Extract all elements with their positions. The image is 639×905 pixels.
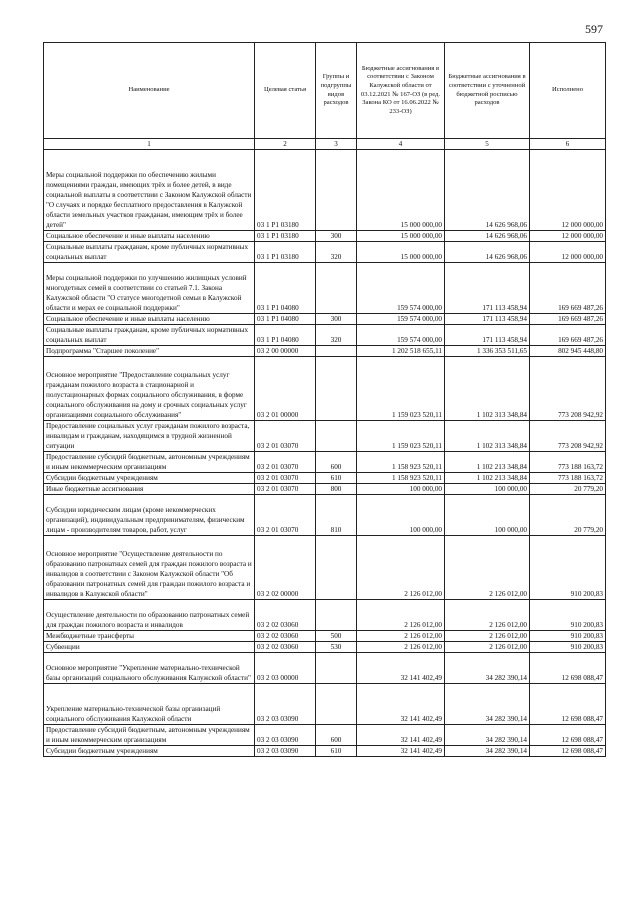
row-group-code bbox=[316, 684, 357, 725]
row-group-code: 600 bbox=[316, 725, 357, 746]
row-law-amount: 1 159 023 520,11 bbox=[357, 421, 445, 452]
row-executed-amount: 12 000 000,00 bbox=[530, 231, 606, 242]
row-name: Социальное обеспечение и иные выплаты населению bbox=[44, 314, 255, 325]
table-row bbox=[44, 484, 606, 495]
row-name: Основное мероприятие "Предоставление социальных услуг гражданам пожилого возраста в стационарной и полустационарных формах социального обслуживания, в форме социального обслуживания на дому и срочных социальных услуг организациями социального обслуживания" bbox=[44, 357, 255, 421]
row-target-code: 03 2 02 03060 bbox=[255, 642, 316, 653]
row-refined-amount: 1 102 313 348,84 bbox=[445, 357, 530, 421]
row-executed-amount: 910 200,83 bbox=[530, 631, 606, 642]
row-name: Предоставление субсидий бюджетным, автономным учреждениям и иным некоммерческим организациям bbox=[44, 725, 255, 746]
row-law-amount: 1 158 923 520,11 bbox=[357, 452, 445, 473]
row-group-code: 500 bbox=[316, 631, 357, 642]
row-executed-amount: 12 698 088,47 bbox=[530, 684, 606, 725]
column-number-row bbox=[44, 139, 606, 150]
row-refined-amount: 171 113 458,94 bbox=[445, 314, 530, 325]
row-executed-amount: 802 945 448,80 bbox=[530, 346, 606, 357]
table-row bbox=[44, 653, 606, 684]
row-target-code: 03 1 P1 03180 bbox=[255, 150, 316, 231]
table-row bbox=[44, 263, 606, 314]
row-name: Межбюджетные трансферты bbox=[44, 631, 255, 642]
row-target-code: 03 2 02 03060 bbox=[255, 631, 316, 642]
row-executed-amount: 773 208 942,92 bbox=[530, 357, 606, 421]
row-executed-amount: 12 698 088,47 bbox=[530, 653, 606, 684]
table-row bbox=[44, 495, 606, 536]
header-name: Наименование bbox=[44, 43, 255, 139]
row-name: Социальные выплаты гражданам, кроме публичных нормативных социальных выплат bbox=[44, 242, 255, 263]
row-refined-amount: 34 282 390,14 bbox=[445, 684, 530, 725]
table-row bbox=[44, 642, 606, 653]
row-target-code: 03 2 03 03090 bbox=[255, 684, 316, 725]
row-group-code: 800 bbox=[316, 484, 357, 495]
row-name: Социальное обеспечение и иные выплаты населению bbox=[44, 231, 255, 242]
row-name: Социальные выплаты гражданам, кроме публичных нормативных социальных выплат bbox=[44, 325, 255, 346]
row-refined-amount: 34 282 390,14 bbox=[445, 746, 530, 757]
table-row bbox=[44, 746, 606, 757]
row-executed-amount: 910 200,83 bbox=[530, 642, 606, 653]
row-law-amount: 159 574 000,00 bbox=[357, 263, 445, 314]
row-group-code: 610 bbox=[316, 473, 357, 484]
row-refined-amount: 34 282 390,14 bbox=[445, 725, 530, 746]
row-target-code: 03 2 00 00000 bbox=[255, 346, 316, 357]
table-row bbox=[44, 473, 606, 484]
header-row bbox=[44, 43, 606, 139]
row-law-amount: 32 141 402,49 bbox=[357, 653, 445, 684]
table-row bbox=[44, 631, 606, 642]
row-executed-amount: 20 779,20 bbox=[530, 495, 606, 536]
column-number: 5 bbox=[445, 139, 530, 150]
row-group-code bbox=[316, 263, 357, 314]
row-group-code: 600 bbox=[316, 452, 357, 473]
table-row bbox=[44, 314, 606, 325]
row-law-amount: 15 000 000,00 bbox=[357, 231, 445, 242]
row-executed-amount: 169 669 487,26 bbox=[530, 314, 606, 325]
row-executed-amount: 169 669 487,26 bbox=[530, 263, 606, 314]
row-group-code: 320 bbox=[316, 325, 357, 346]
row-refined-amount: 100 000,00 bbox=[445, 484, 530, 495]
row-target-code: 03 1 P1 04080 bbox=[255, 263, 316, 314]
table-row bbox=[44, 357, 606, 421]
row-target-code: 03 1 P1 03180 bbox=[255, 242, 316, 263]
table-row bbox=[44, 325, 606, 346]
table-row bbox=[44, 684, 606, 725]
row-law-amount: 159 574 000,00 bbox=[357, 325, 445, 346]
row-law-amount: 2 126 012,00 bbox=[357, 600, 445, 631]
row-executed-amount: 20 779,20 bbox=[530, 484, 606, 495]
row-executed-amount: 12 000 000,00 bbox=[530, 242, 606, 263]
row-law-amount: 2 126 012,00 bbox=[357, 631, 445, 642]
row-law-amount: 32 141 402,49 bbox=[357, 725, 445, 746]
row-group-code bbox=[316, 346, 357, 357]
row-group-code bbox=[316, 536, 357, 600]
row-executed-amount: 773 188 163,72 bbox=[530, 452, 606, 473]
column-number: 4 bbox=[357, 139, 445, 150]
header-executed: Исполнено bbox=[530, 43, 606, 139]
table-row bbox=[44, 725, 606, 746]
row-law-amount: 2 126 012,00 bbox=[357, 642, 445, 653]
row-refined-amount: 2 126 012,00 bbox=[445, 631, 530, 642]
table-row bbox=[44, 600, 606, 631]
row-refined-amount: 1 336 353 511,65 bbox=[445, 346, 530, 357]
table-row bbox=[44, 150, 606, 231]
row-law-amount: 1 159 023 520,11 bbox=[357, 357, 445, 421]
row-refined-amount: 1 102 213 348,84 bbox=[445, 452, 530, 473]
row-name: Укрепление материально-технической базы организаций социального обслуживания Калужской области bbox=[44, 684, 255, 725]
column-number: 6 bbox=[530, 139, 606, 150]
row-group-code bbox=[316, 421, 357, 452]
row-target-code: 03 2 01 03070 bbox=[255, 495, 316, 536]
row-law-amount: 32 141 402,49 bbox=[357, 684, 445, 725]
table-row bbox=[44, 452, 606, 473]
row-target-code: 03 1 P1 04080 bbox=[255, 314, 316, 325]
row-executed-amount: 910 200,83 bbox=[530, 536, 606, 600]
table-row bbox=[44, 242, 606, 263]
row-refined-amount: 2 126 012,00 bbox=[445, 642, 530, 653]
row-refined-amount: 14 626 968,06 bbox=[445, 242, 530, 263]
row-target-code: 03 2 03 03090 bbox=[255, 725, 316, 746]
row-target-code: 03 2 01 03070 bbox=[255, 473, 316, 484]
row-refined-amount: 34 282 390,14 bbox=[445, 653, 530, 684]
row-executed-amount: 169 669 487,26 bbox=[530, 325, 606, 346]
row-refined-amount: 2 126 012,00 bbox=[445, 536, 530, 600]
row-target-code: 03 2 03 00000 bbox=[255, 653, 316, 684]
row-refined-amount: 171 113 458,94 bbox=[445, 263, 530, 314]
row-name: Предоставление субсидий бюджетным, автономным учреждениям и иным некоммерческим организациям bbox=[44, 452, 255, 473]
row-group-code: 320 bbox=[316, 242, 357, 263]
header-refined: Бюджетные ассигнования в соответствии с уточненной бюджетной росписью расходов bbox=[445, 43, 530, 139]
row-name: Меры социальной поддержки по обеспечению жилыми помещениями граждан, имеющих трёх и более детей, в виде социальной выплаты в соответствии с Законом Калужской области "О случаях и порядке бесплатного предоставления в Калужской области земельных участков гражданам, имеющим трёх и более детей" bbox=[44, 150, 255, 231]
row-executed-amount: 773 208 942,92 bbox=[530, 421, 606, 452]
row-target-code: 03 2 02 03060 bbox=[255, 600, 316, 631]
row-name: Иные бюджетные ассигнования bbox=[44, 484, 255, 495]
row-refined-amount: 100 000,00 bbox=[445, 495, 530, 536]
row-refined-amount: 2 126 012,00 bbox=[445, 600, 530, 631]
row-law-amount: 100 000,00 bbox=[357, 484, 445, 495]
row-name: Подпрограмма "Старшее поколение" bbox=[44, 346, 255, 357]
row-executed-amount: 773 188 163,72 bbox=[530, 473, 606, 484]
row-name: Основное мероприятие "Укрепление материально-технической базы организаций социального обслуживания Калужской области" bbox=[44, 653, 255, 684]
row-name: Предоставление социальных услуг гражданам пожилого возраста, инвалидам и гражданам, находящимся в трудной жизненной ситуации bbox=[44, 421, 255, 452]
row-target-code: 03 2 01 03070 bbox=[255, 452, 316, 473]
row-name: Субвенции bbox=[44, 642, 255, 653]
row-law-amount: 100 000,00 bbox=[357, 495, 445, 536]
row-refined-amount: 171 113 458,94 bbox=[445, 325, 530, 346]
table-row bbox=[44, 346, 606, 357]
column-number: 3 bbox=[316, 139, 357, 150]
row-target-code: 03 2 01 03070 bbox=[255, 484, 316, 495]
row-group-code: 300 bbox=[316, 231, 357, 242]
row-group-code bbox=[316, 357, 357, 421]
row-law-amount: 32 141 402,49 bbox=[357, 746, 445, 757]
row-refined-amount: 1 102 213 348,84 bbox=[445, 473, 530, 484]
row-executed-amount: 12 698 088,47 bbox=[530, 746, 606, 757]
row-target-code: 03 1 P1 04080 bbox=[255, 325, 316, 346]
table-row bbox=[44, 421, 606, 452]
row-law-amount: 15 000 000,00 bbox=[357, 150, 445, 231]
row-executed-amount: 12 000 000,00 bbox=[530, 150, 606, 231]
column-number: 2 bbox=[255, 139, 316, 150]
row-law-amount: 1 158 923 520,11 bbox=[357, 473, 445, 484]
row-name: Осуществление деятельности по образованию патронатных семей для граждан пожилого возраста и инвалидов bbox=[44, 600, 255, 631]
row-target-code: 03 1 P1 03180 bbox=[255, 231, 316, 242]
row-target-code: 03 2 02 00000 bbox=[255, 536, 316, 600]
row-name: Субсидии юридическим лицам (кроме некоммерческих организаций), индивидуальным предпринимателям, физическим лицам - производителям товаров, работ, услуг bbox=[44, 495, 255, 536]
column-number: 1 bbox=[44, 139, 255, 150]
row-group-code bbox=[316, 150, 357, 231]
row-group-code: 610 bbox=[316, 746, 357, 757]
row-group-code bbox=[316, 653, 357, 684]
row-law-amount: 159 574 000,00 bbox=[357, 314, 445, 325]
row-refined-amount: 1 102 313 348,84 bbox=[445, 421, 530, 452]
row-name: Субсидии бюджетным учреждениям bbox=[44, 746, 255, 757]
row-group-code: 300 bbox=[316, 314, 357, 325]
header-law: Бюджетные ассигнования в соответствии с Законом Калужской области от 03.12.2021 № 167-ОЗ (в ред. Закона КО от 16.06.2022 № 233-ОЗ) bbox=[357, 43, 445, 139]
header-target: Целевая статья bbox=[255, 43, 316, 139]
row-refined-amount: 14 626 968,06 bbox=[445, 150, 530, 231]
table-body bbox=[44, 150, 606, 757]
row-executed-amount: 12 698 088,47 bbox=[530, 725, 606, 746]
row-group-code: 810 bbox=[316, 495, 357, 536]
row-name: Субсидии бюджетным учреждениям bbox=[44, 473, 255, 484]
table-row bbox=[44, 231, 606, 242]
row-target-code: 03 2 01 03070 bbox=[255, 421, 316, 452]
row-name: Меры социальной поддержки по улучшению жилищных условий многодетных семей в соответствии со статьей 7.1. Закона Калужской области "О статусе многодетной семьи в Калужской области и мерах ее социальной поддержки" bbox=[44, 263, 255, 314]
row-group-code bbox=[316, 600, 357, 631]
budget-table bbox=[43, 42, 606, 757]
row-target-code: 03 2 01 00000 bbox=[255, 357, 316, 421]
row-law-amount: 2 126 012,00 bbox=[357, 536, 445, 600]
row-refined-amount: 14 626 968,06 bbox=[445, 231, 530, 242]
row-group-code: 530 bbox=[316, 642, 357, 653]
page-number: 597 bbox=[585, 22, 603, 36]
row-law-amount: 15 000 000,00 bbox=[357, 242, 445, 263]
table-row bbox=[44, 536, 606, 600]
row-law-amount: 1 202 518 655,11 bbox=[357, 346, 445, 357]
row-name: Основное мероприятие "Осуществление деятельности по образованию патронатных семей для граждан пожилого возраста и инвалидов в соответствии с Законом Калужской области "Об образовании патронатных семей для граждан пожилого возраста и инвалидов в Калужской области" bbox=[44, 536, 255, 600]
row-target-code: 03 2 03 03090 bbox=[255, 746, 316, 757]
header-group: Группы и подгруппы видов расходов bbox=[316, 43, 357, 139]
row-executed-amount: 910 200,83 bbox=[530, 600, 606, 631]
